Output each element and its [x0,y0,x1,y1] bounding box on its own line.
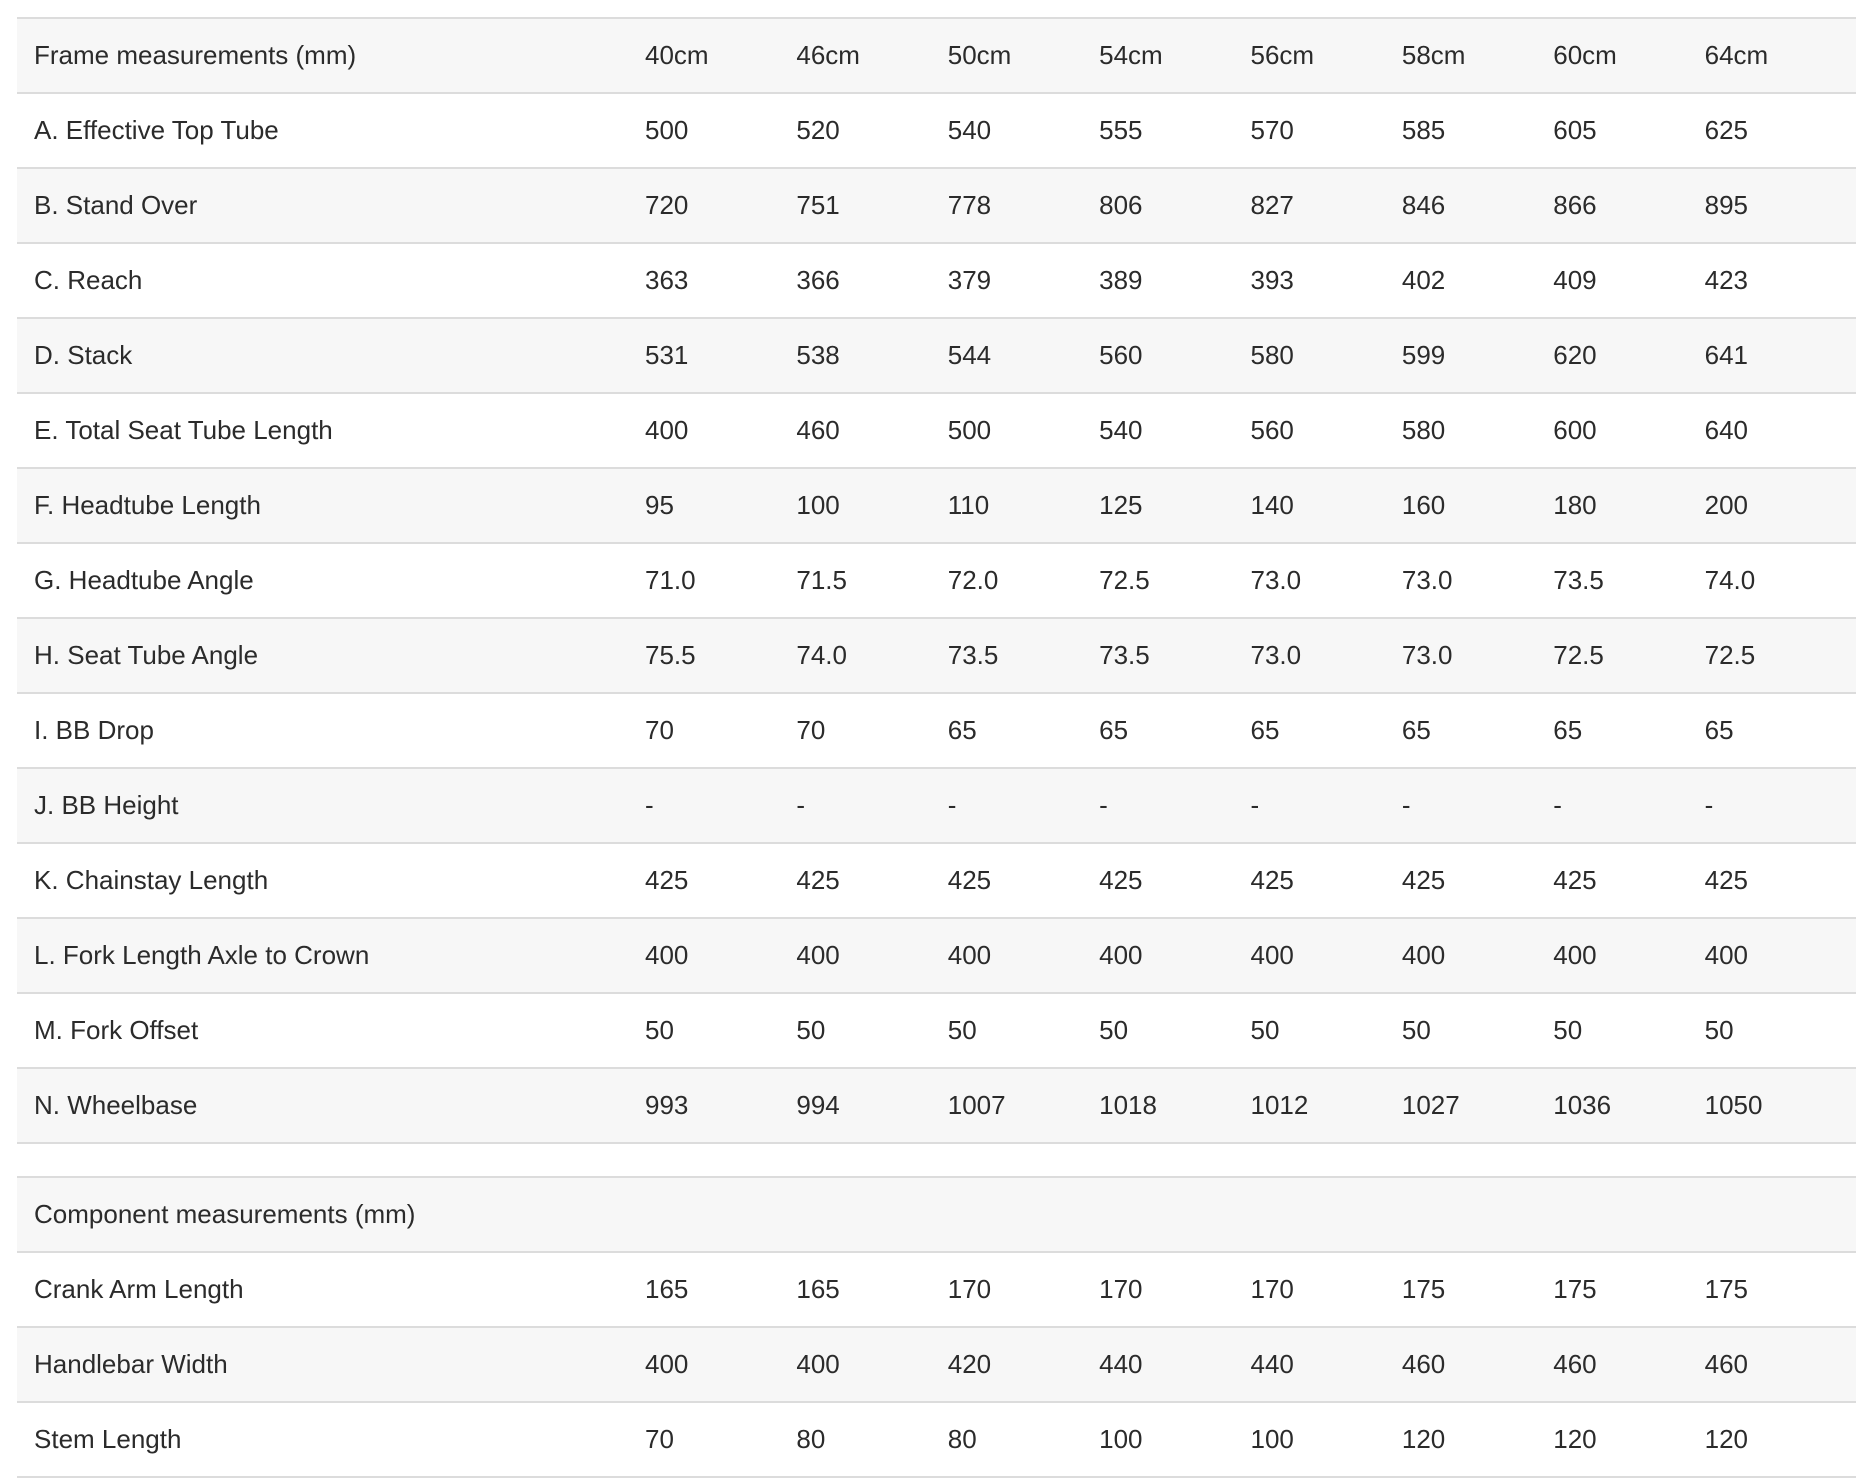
frame-measurement-row [17,468,1856,543]
measurement-value: - [645,768,796,843]
measurement-value: 778 [948,168,1099,243]
component-measurement-row [17,1327,1856,1402]
measurement-value: 720 [645,168,796,243]
measurement-value: 50 [1099,993,1250,1068]
measurement-value: 70 [796,693,947,768]
measurement-value: 50 [1553,993,1704,1068]
measurement-value: 580 [1402,393,1553,468]
measurement-value: 65 [948,693,1099,768]
measurement-value: 73.0 [1251,618,1402,693]
measurement-value: 80 [948,1402,1099,1477]
measurement-value: 70 [645,693,796,768]
measurement-value: 460 [1402,1327,1553,1402]
measurement-label: A. Effective Top Tube [17,93,645,168]
measurement-label: B. Stand Over [17,168,645,243]
measurement-label: E. Total Seat Tube Length [17,393,645,468]
measurement-value: 400 [645,918,796,993]
measurement-value: 440 [1099,1327,1250,1402]
measurement-value: 363 [645,243,796,318]
measurement-value: 425 [1402,843,1553,918]
measurement-value: 423 [1705,243,1856,318]
geometry-chart [17,17,1856,1478]
measurement-value: 110 [948,468,1099,543]
measurement-value: 400 [645,1327,796,1402]
size-header: 56cm [1251,18,1402,93]
measurement-value: 71.5 [796,543,947,618]
component-measurement-row [17,1402,1856,1477]
frame-measurement-row [17,768,1856,843]
measurement-value: 80 [796,1402,947,1477]
measurement-value: 500 [948,393,1099,468]
measurement-value: 538 [796,318,947,393]
measurement-value: 895 [1705,168,1856,243]
measurement-value: 625 [1705,93,1856,168]
measurement-value: 72.5 [1705,618,1856,693]
measurement-value: 400 [948,918,1099,993]
measurement-value: 409 [1553,243,1704,318]
measurement-value: - [1553,768,1704,843]
frame-measurement-row [17,1068,1856,1143]
measurement-value: 585 [1402,93,1553,168]
measurement-value: 393 [1251,243,1402,318]
measurement-value: 50 [948,993,1099,1068]
measurement-value: 73.5 [948,618,1099,693]
measurement-value: 73.5 [1553,543,1704,618]
measurement-value: 170 [1251,1252,1402,1327]
measurement-value: 180 [1553,468,1704,543]
measurement-value: 993 [645,1068,796,1143]
table-body [17,18,1856,1477]
measurement-value: 73.0 [1402,618,1553,693]
measurement-value: - [1099,768,1250,843]
spacer-cell [17,1143,1856,1177]
measurement-value: 425 [645,843,796,918]
measurement-value: 460 [1705,1327,1856,1402]
measurement-value: 71.0 [645,543,796,618]
measurement-value: 175 [1705,1252,1856,1327]
measurement-value: 1012 [1251,1068,1402,1143]
measurement-value: 72.0 [948,543,1099,618]
measurement-label: K. Chainstay Length [17,843,645,918]
measurement-value: 846 [1402,168,1553,243]
measurement-value: - [1402,768,1553,843]
measurement-value: 570 [1251,93,1402,168]
frame-measurement-row [17,918,1856,993]
measurement-value: 544 [948,318,1099,393]
measurement-label: I. BB Drop [17,693,645,768]
measurement-value: 1018 [1099,1068,1250,1143]
measurement-value: 600 [1553,393,1704,468]
measurement-value: 1007 [948,1068,1099,1143]
measurement-value: 100 [1099,1402,1250,1477]
measurement-value: 100 [1251,1402,1402,1477]
measurement-label: F. Headtube Length [17,468,645,543]
measurement-value: 400 [1553,918,1704,993]
measurement-value: 555 [1099,93,1250,168]
measurement-value: 400 [645,393,796,468]
measurement-value: 580 [1251,318,1402,393]
component-measurement-row [17,1252,1856,1327]
measurement-value: 460 [1553,1327,1704,1402]
measurement-value: 866 [1553,168,1704,243]
measurement-value: 65 [1402,693,1553,768]
measurement-value: 560 [1251,393,1402,468]
measurement-value: 751 [796,168,947,243]
frame-section-heading: Frame measurements (mm) [17,18,645,93]
size-header: 60cm [1553,18,1704,93]
measurement-value: 65 [1251,693,1402,768]
measurement-label: C. Reach [17,243,645,318]
measurement-value: 170 [948,1252,1099,1327]
measurement-value: 599 [1402,318,1553,393]
frame-measurement-row [17,618,1856,693]
measurement-value: 160 [1402,468,1553,543]
measurement-value: 70 [645,1402,796,1477]
measurement-value: 389 [1099,243,1250,318]
measurement-value: 165 [796,1252,947,1327]
measurement-value: 170 [1099,1252,1250,1327]
measurement-value: 560 [1099,318,1250,393]
measurement-value: 402 [1402,243,1553,318]
measurement-value: 827 [1251,168,1402,243]
measurement-value: 72.5 [1099,543,1250,618]
measurement-value: 65 [1705,693,1856,768]
measurement-value: 50 [1402,993,1553,1068]
measurement-value: 140 [1251,468,1402,543]
measurement-value: 640 [1705,393,1856,468]
measurement-value: 400 [796,918,947,993]
measurement-value: 425 [948,843,1099,918]
frame-measurement-row [17,93,1856,168]
measurement-value: 366 [796,243,947,318]
size-header: 58cm [1402,18,1553,93]
frame-measurement-row [17,843,1856,918]
size-header: 64cm [1705,18,1856,93]
measurement-value: 500 [645,93,796,168]
measurement-value: 75.5 [645,618,796,693]
measurement-value: 120 [1402,1402,1553,1477]
measurement-label: H. Seat Tube Angle [17,618,645,693]
measurement-label: L. Fork Length Axle to Crown [17,918,645,993]
measurement-value: 65 [1099,693,1250,768]
measurement-value: 379 [948,243,1099,318]
measurement-value: 400 [1251,918,1402,993]
measurement-value: 125 [1099,468,1250,543]
measurement-value: - [796,768,947,843]
measurement-value: 72.5 [1553,618,1704,693]
measurement-value: 73.5 [1099,618,1250,693]
measurement-label: D. Stack [17,318,645,393]
measurement-value: 520 [796,93,947,168]
measurement-value: 400 [1705,918,1856,993]
measurement-value: 1050 [1705,1068,1856,1143]
measurement-value: - [948,768,1099,843]
measurement-value: 641 [1705,318,1856,393]
measurement-value: 50 [1705,993,1856,1068]
measurement-label: M. Fork Offset [17,993,645,1068]
measurement-label: G. Headtube Angle [17,543,645,618]
measurement-label: Handlebar Width [17,1327,645,1402]
size-header: 40cm [645,18,796,93]
measurement-value: 425 [1251,843,1402,918]
measurement-value: 425 [1099,843,1250,918]
measurement-value: 994 [796,1068,947,1143]
measurement-value: - [1705,768,1856,843]
measurement-value: 50 [645,993,796,1068]
measurement-value: 605 [1553,93,1704,168]
measurement-value: 400 [796,1327,947,1402]
measurement-value: 100 [796,468,947,543]
measurement-value: 540 [1099,393,1250,468]
size-header: 46cm [796,18,947,93]
measurement-value: 120 [1705,1402,1856,1477]
measurement-value: 50 [1251,993,1402,1068]
measurement-value: 440 [1251,1327,1402,1402]
measurement-value: 65 [1553,693,1704,768]
measurement-value: 420 [948,1327,1099,1402]
measurement-value: 200 [1705,468,1856,543]
measurement-value: 120 [1553,1402,1704,1477]
measurement-label: J. BB Height [17,768,645,843]
frame-measurement-row [17,543,1856,618]
measurement-value: 425 [1705,843,1856,918]
measurement-value: 531 [645,318,796,393]
measurement-value: 460 [796,393,947,468]
measurement-value: 425 [1553,843,1704,918]
measurement-value: 73.0 [1251,543,1402,618]
measurement-value: 540 [948,93,1099,168]
frame-measurement-row [17,693,1856,768]
section-spacer [17,1143,1856,1177]
measurement-value: 175 [1553,1252,1704,1327]
frame-header-row [17,18,1856,93]
measurement-label: Crank Arm Length [17,1252,645,1327]
measurement-label: N. Wheelbase [17,1068,645,1143]
measurement-value: 95 [645,468,796,543]
frame-measurement-row [17,393,1856,468]
measurement-value: 74.0 [796,618,947,693]
measurement-value: 400 [1402,918,1553,993]
size-header: 54cm [1099,18,1250,93]
geometry-table [17,17,1856,1478]
measurement-value: 1027 [1402,1068,1553,1143]
measurement-value: - [1251,768,1402,843]
frame-measurement-row [17,168,1856,243]
measurement-value: 165 [645,1252,796,1327]
measurement-value: 175 [1402,1252,1553,1327]
measurement-value: 74.0 [1705,543,1856,618]
component-section-heading: Component measurements (mm) [17,1177,1856,1252]
size-header: 50cm [948,18,1099,93]
measurement-value: 50 [796,993,947,1068]
measurement-value: 425 [796,843,947,918]
frame-measurement-row [17,243,1856,318]
measurement-value: 806 [1099,168,1250,243]
measurement-value: 1036 [1553,1068,1704,1143]
measurement-value: 620 [1553,318,1704,393]
frame-measurement-row [17,993,1856,1068]
frame-measurement-row [17,318,1856,393]
measurement-value: 400 [1099,918,1250,993]
component-header-row [17,1177,1856,1252]
measurement-label: Stem Length [17,1402,645,1477]
measurement-value: 73.0 [1402,543,1553,618]
